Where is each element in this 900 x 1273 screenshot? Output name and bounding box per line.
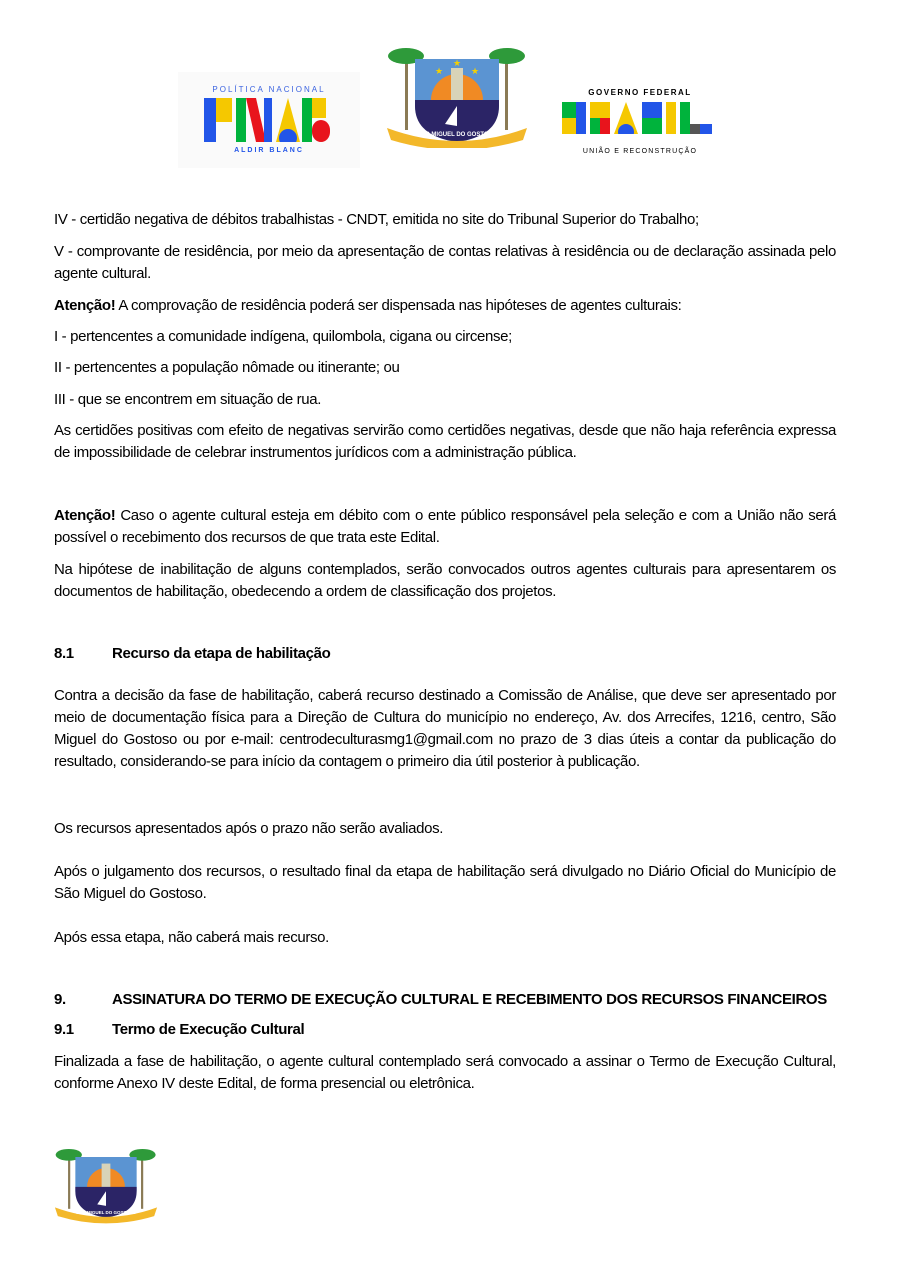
gov-logo-bottom: UNIÃO E RECONSTRUÇÃO — [582, 148, 698, 155]
atencao-label: Atenção! — [54, 297, 116, 314]
section-number: 9. — [54, 991, 66, 1008]
footer-municipal-crest — [52, 1144, 160, 1224]
paragraph-recurso: Contra a decisão da fase de habilitação, caberá recurso destinado a Comissão de Análise, que deve ser apresentado por meio de documentação física para a Direção de Cultura do município no endereço, Av. dos Arrecifes, 1216, centro, São Miguel do Gostoso ou por e-mail: centrodeculturasmg1@gmail.com no prazo de 3 dias úteis a contar da publicação do resultado, considerando-se para início da contagem o primeiro dia útil posterior à publicação. — [54, 687, 836, 770]
crest-ribbon-text: SÃO MIGUEL DO GOSTOSO — [416, 132, 498, 138]
atencao-text: Caso o agente cultural esteja em débito com o ente público responsável pela seleção e com a União não será possível o recebimento dos recursos de que trata este Edital. — [54, 507, 836, 546]
section-title: Recurso da etapa de habilitação — [112, 645, 331, 662]
paragraph-cndt: IV - certidão negativa de débitos trabalhistas - CNDT, emitida no site do Tribunal Superior do Trabalho; — [54, 211, 699, 228]
gov-logo-top: GOVERNO FEDERAL — [588, 88, 692, 97]
section-title: Termo de Execução Cultural — [112, 1021, 305, 1038]
svg-text:★: ★ — [435, 66, 444, 76]
paragraph-atencao-residencia — [54, 295, 836, 317]
section-title: ASSINATURA DO TERMO DE EXECUÇÃO CULTURAL E RECEBIMENTO DOS RECURSOS FINANCEIROS — [112, 991, 827, 1008]
section-heading-9-1 — [54, 1019, 304, 1041]
municipal-crest — [383, 44, 531, 148]
paragraph-atencao-debito — [54, 505, 836, 549]
list-item-indigena: I - pertencentes a comunidade indígena, quilombola, cigana ou circense; — [54, 328, 512, 345]
governo-federal-logo — [560, 84, 720, 164]
atencao-label: Atenção! — [54, 507, 116, 524]
list-item-nomade: II - pertencentes a população nômade ou itinerante; ou — [54, 359, 400, 376]
paragraph-etapa-final: Após essa etapa, não caberá mais recurso. — [54, 929, 329, 946]
atencao-text: A comprovação de residência poderá ser dispensada nas hipóteses de agentes culturais: — [115, 297, 682, 314]
section-number: 8.1 — [54, 645, 74, 662]
section-heading-8-1 — [54, 643, 330, 665]
brasil-letters-graphic — [562, 102, 714, 134]
paragraph-termo-execucao: Finalizada a fase de habilitação, o agente cultural contemplado será convocado a assinar o Termo de Execução Cultural, conforme Anexo IV deste Edital, de forma presencial ou eletrônica. — [54, 1053, 836, 1092]
pnab-letters-graphic — [204, 98, 334, 142]
svg-text:★: ★ — [471, 66, 480, 76]
paragraph-julgamento: Após o julgamento dos recursos, o resultado final da etapa de habilitação será divulgado no Diário Oficial do Município de São Miguel do Gostoso. — [54, 863, 836, 902]
pnab-logo — [178, 72, 360, 168]
pnab-logo-top: POLÍTICA NACIONAL — [212, 85, 326, 94]
paragraph-prazo: Os recursos apresentados após o prazo não serão avaliados. — [54, 820, 444, 837]
pnab-logo-bottom: ALDIR BLANC — [234, 147, 304, 154]
paragraph-residencia: V - comprovante de residência, por meio da apresentação de contas relativas à residência ou de declaração assinada pelo agente cultural. — [54, 243, 836, 282]
list-item-rua: III - que se encontrem em situação de rua. — [54, 391, 322, 408]
crest-ribbon-text: SÃO MIGUEL DO GOSTOSO — [75, 1210, 137, 1215]
paragraph-inabilitacao: Na hipótese de inabilitação de alguns contemplados, serão convocados outros agentes culturais para apresentarem os documentos de habilitação, obedecendo a ordem de classificação dos projetos. — [54, 561, 836, 600]
section-number: 9.1 — [54, 1021, 74, 1038]
section-heading-9 — [54, 989, 827, 1011]
paragraph-certidoes-positivas: As certidões positivas com efeito de negativas servirão como certidões negativas, desde que não haja referência expressa de impossibilidade de celebrar instrumentos jurídicos com a administração pública. — [54, 422, 836, 461]
svg-text:★: ★ — [453, 58, 462, 68]
